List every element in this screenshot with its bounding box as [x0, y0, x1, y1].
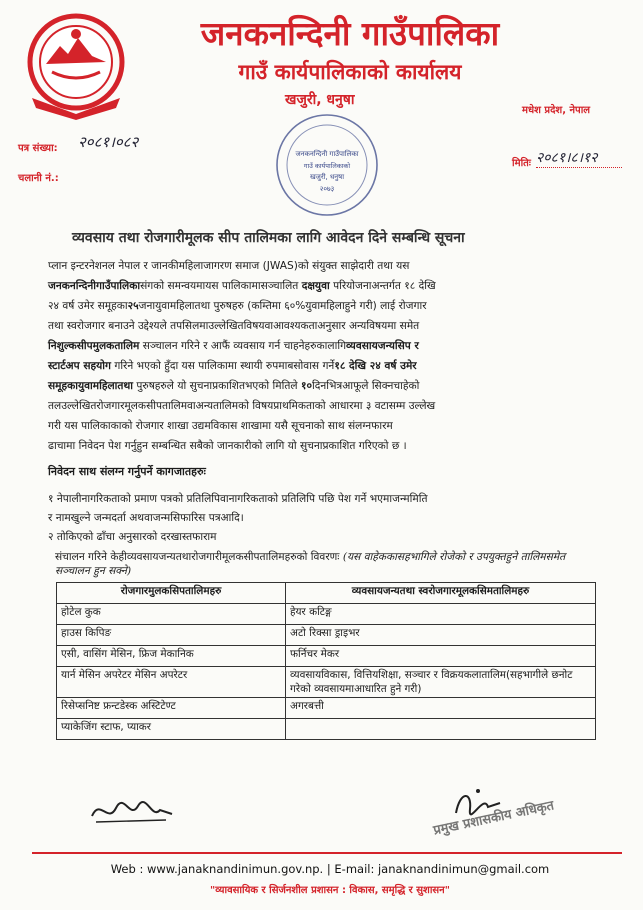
table-row: [57, 698, 596, 719]
attachments-title: निवेदन साथ संलग्न गर्नुपर्ने कागजातहरुः: [48, 465, 206, 478]
table-cell: व्यवसायविकास, वित्तियशिक्षा, सञ्चार र विक्रयकलातालिम(सहभागीले छनोट गरेको व्यवसायमाआधारित हुने गरी): [286, 667, 596, 698]
table-intro: [55, 550, 595, 578]
body-line: स्टार्टअप सहयोग गरिने भएको हुँदा यस पालिकामा स्थायी रुपमाबसोवास गर्ने१८ देखि २४ वर्ष उमेर: [48, 360, 417, 372]
notice-subject: व्यवसाय तथा रोजगारीमूलक सीप तालिमका लागि आवेदन दिने सम्बन्धि सूचना: [72, 230, 465, 246]
footer-divider: [32, 852, 622, 854]
body-line: २४ वर्ष उमेर समूहका२५जनायुवामहिलातथा पुरुषहरु (कम्तिमा ६०%युवामहिलाहुने गरी) लाई रोजगार: [48, 300, 427, 312]
attachment-item: १ नेपालीनागरिकताको प्रमाण पत्रको प्रतिलिपिवानागरिकताको प्रतिलिपि पछि पेश गर्ने भएमाजन्ममिति: [48, 493, 428, 505]
date-label: मितिः: [512, 158, 531, 169]
table-header-row: [57, 583, 596, 604]
footer-contact[interactable]: Web : www.janaknandinimun.gov.np. | E-mail: janaknandinimun@gmail.com: [110, 862, 550, 876]
body-line: जनकनन्दिनीगाउँपालिकासंगको समन्वयमायस पालिकामासञ्चालित दक्षयुवा परियोजनाअन्तर्गत १८ देखि: [48, 280, 436, 292]
body-line: प्लान इन्टरनेशनल नेपाल र जानकीमहिलाजागरण समाज (JWAS)को संयुक्त साझेदारी तथा यस: [48, 260, 410, 272]
svg-text:२०७३: २०७३: [319, 185, 335, 193]
dispatch-number-label: चलानी नं.:: [18, 173, 59, 184]
training-table: [56, 582, 596, 740]
table-cell: [286, 719, 596, 740]
notice-body: [48, 256, 596, 456]
body-line: तथा स्वरोजगार बनाउने उद्देश्यले तपसिलमाउल्लेखितविषयवाआवश्यकताअनुसार अन्यविषयमा समेत: [48, 320, 420, 332]
table-cell: प्याकेजिंग स्टाफ, प्याकर: [57, 719, 286, 740]
svg-text:जनकनन्दिनी गाउँपालिका: जनकनन्दिनी गाउँपालिका: [295, 150, 359, 158]
table-cell: अगरबत्ती: [286, 698, 596, 719]
attachments-list: [48, 490, 596, 547]
body-line: ढाचामा निवेदन पेश गर्नुहुन सम्बन्धित सबैको जानकारीको लागि यो सुचनाप्रकाशित गरिएको छ ।: [48, 440, 407, 452]
ref-number-label: पत्र संख्या:: [18, 143, 58, 154]
table-row: [57, 604, 596, 625]
table-cell: होटेल कुक: [57, 604, 286, 625]
office-seal-stamp: [273, 112, 381, 218]
body-line: समूहकायुवामहिलातथा पुरुषहरुले यो सुचनाप्रकाशितभएको मितिले १०दिनभित्रआफूले सिक्नचाहेको: [48, 380, 420, 392]
body-line: गरी यस पालिकाकाको रोजगार शाखा उद्यमविकास शाखामा यसै सूचनाको साथ संलग्नफारम: [48, 420, 393, 432]
table-cell: रिसेप्सनिष्ट फ्रन्टडेस्क अस्टिटेण्ट: [57, 698, 286, 719]
table-intro-note: (यस वाहेककासहभागिले रोजेको र उपयुक्तहुने तालिमसमेत सञ्चालन हुन सक्ने): [55, 551, 566, 577]
table-cell: अटो रिक्सा ड्राइभर: [286, 625, 596, 646]
svg-text:खजुरी, धनुषा: खजुरी, धनुषा: [309, 173, 345, 181]
table-row: [57, 625, 596, 646]
signature-left: [86, 790, 176, 830]
body-line: तलउल्लेखितरोजगारमूलकसीपतालिमवाअन्यतालिमको विषयप्राथमिकताको आधारमा ३ वटासम्म उल्लेख: [48, 400, 436, 412]
footer-motto: "व्यावसायिक र सिर्जनशील प्रशासन : विकास, समृद्धि र सुशासन": [210, 885, 450, 896]
table-cell: फर्निचर मेकर: [286, 646, 596, 667]
municipality-logo-icon: [22, 12, 130, 122]
ref-number-value: २०८१।०८२: [78, 133, 139, 151]
table-intro-text: संचालन गरिने केहीव्यवसायजन्यतथारोजगारीमूलकसीपतालिमहरुको विवरणः: [55, 551, 343, 563]
table-cell: हेयर कटिङ्ग: [286, 604, 596, 625]
org-name: जनकनन्दिनी गाउँपालिका: [200, 14, 500, 53]
svg-text:गाउँ कार्यपालिकाको: गाउँ कार्यपालिकाको: [303, 162, 351, 170]
body-line: निशुल्कसीपमुलकतालिम सञ्चालन गरिने र आफैं व्यवसाय गर्न चाहनेहरुकालागिव्यवसायजन्यसिप र: [48, 340, 419, 352]
attachment-item: २ तोकिएको ढाँचा अनुसारको दरखास्तफाराम: [48, 531, 217, 543]
table-header: व्यवसायजन्यतथा स्वरोजगारमूलकसिमतालिमहरु: [286, 583, 596, 604]
attachment-item-continued: र नामखुल्ने जन्मदर्ता अथवाजन्मसिफारिस पत्रआदि।: [48, 512, 244, 524]
province-label: मधेश प्रदेश, नेपाल: [522, 105, 591, 116]
table-row: [57, 719, 596, 740]
table-cell: एसी, वासिंग मेसिन, फ्रिज मेकानिक: [57, 646, 286, 667]
table-header: रोजगारमुलकसिपतालिमहरु: [57, 583, 286, 604]
office-address: खजुरी, धनुषा: [285, 92, 355, 108]
table-row: [57, 667, 596, 698]
office-name: गाउँ कार्यपालिकाको कार्यालय: [238, 60, 462, 84]
signatory-stamp: प्रमुख प्रशासकीय अधिकृत: [432, 798, 556, 839]
table-cell: हाउस किपिङ: [57, 625, 286, 646]
date-value: २०८१।८।१२: [536, 148, 622, 168]
table-row: [57, 646, 596, 667]
table-cell: यार्न मेसिन अपरेटर मेसिन अपरेटर: [57, 667, 286, 698]
